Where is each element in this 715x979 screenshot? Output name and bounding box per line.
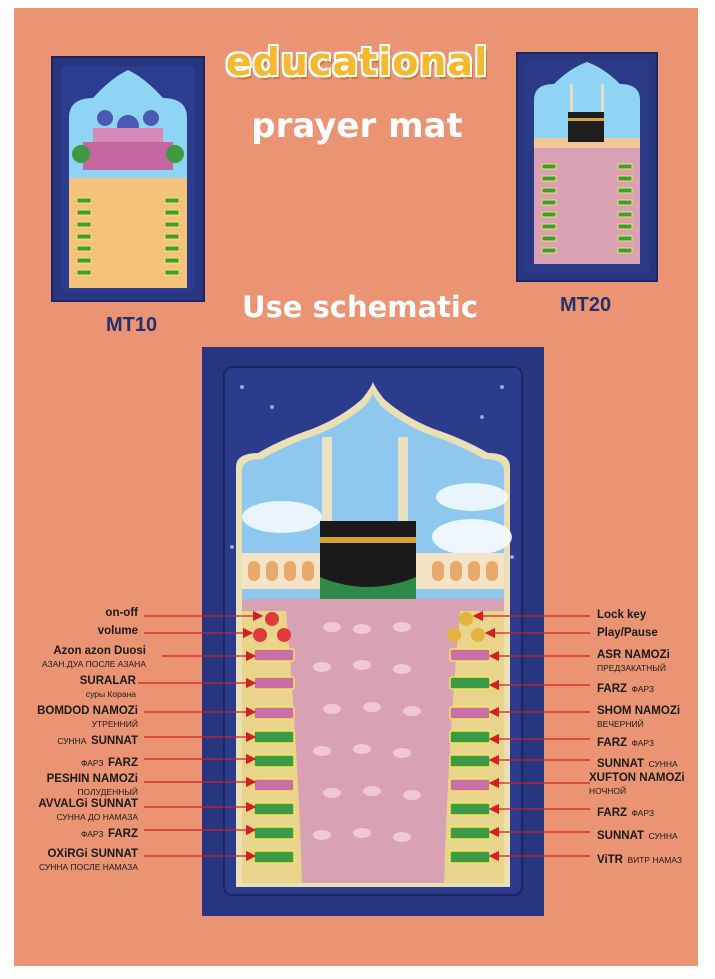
label-farz-shom: FARZ ФАРЗ — [597, 737, 655, 749]
label-on-off: on-off — [105, 607, 138, 619]
label-bomdod: BOMDOD NAMOZi УТРЕННИЙ — [37, 705, 138, 729]
label-oxirgi-sunnat: OXiRGi SUNNAT СУННА ПОСЛЕ НАМАЗА — [38, 848, 138, 872]
label-volume: volume — [97, 625, 138, 637]
label-farz-2: ФАРЗ FARZ — [80, 828, 138, 840]
mt20-label: MT20 — [560, 294, 612, 316]
label-farz-1: ФАРЗ FARZ — [80, 757, 138, 769]
title-educational: educational — [225, 40, 489, 84]
label-avvalgi-sunnat: AVVALGi SUNNAT СУННА ДО НАМАЗА — [38, 798, 138, 822]
mt10-label: MT10 — [106, 314, 158, 336]
label-peshin: PESHIN NAMOZi ПОЛУДЕННЫЙ — [46, 773, 138, 797]
label-sunnat-shom: SUNNAT СУННА — [597, 758, 678, 770]
title-prayer-mat: prayer mat — [251, 106, 463, 146]
label-shom: SHOM NAMOZi ВЕЧЕРНИЙ — [597, 705, 681, 729]
label-sunnat-xufton: SUNNAT СУННА — [597, 830, 678, 842]
label-vitr: ViTR ВИТР НАМАЗ — [597, 854, 683, 866]
label-azon: Azon azon Duosi АЗАН.ДУА ПОСЛЕ АЗАНА — [42, 645, 146, 669]
label-suralar: SURALAR суры Корана — [79, 675, 136, 699]
use-schematic-heading: Use schematic — [241, 290, 479, 324]
label-sunnat-1: СУННА SUNNAT — [57, 735, 138, 747]
label-play-pause: Play/Pause — [597, 627, 658, 639]
label-asr: ASR NAMOZi ПРЕДЗАКАТНЫЙ — [597, 649, 670, 673]
label-lock-key: Lock key — [597, 609, 647, 621]
label-farz-xufton: FARZ ФАРЗ — [597, 807, 655, 819]
label-farz-asr: FARZ ФАРЗ — [597, 683, 655, 695]
label-xufton: XUFTON NAMOZi НОЧНОЙ — [589, 772, 685, 796]
